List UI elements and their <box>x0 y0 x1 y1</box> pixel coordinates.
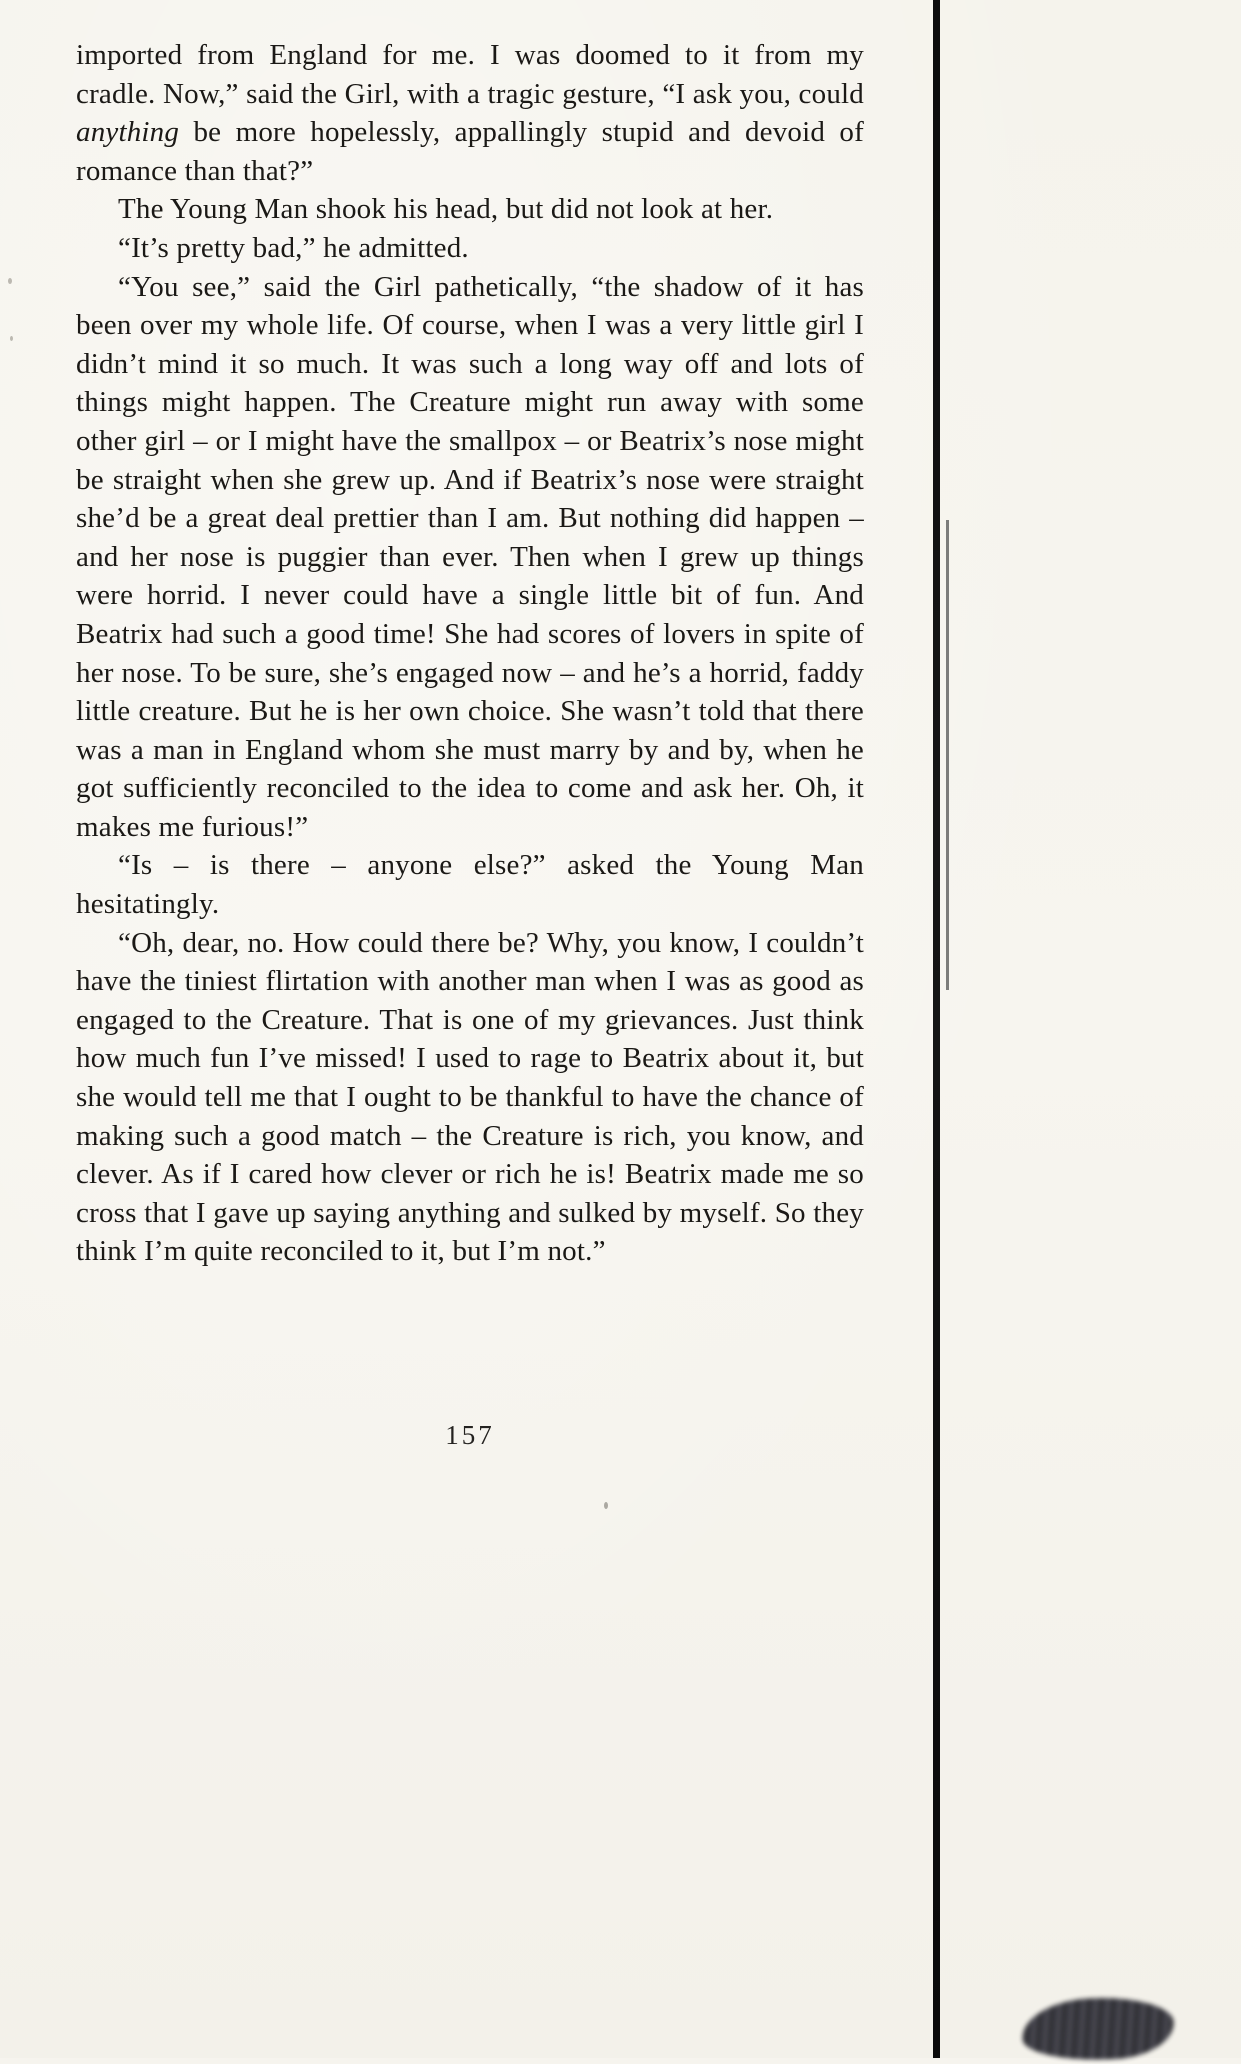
scan-speck <box>604 1502 608 1509</box>
paragraph: “Oh, dear, no. How could there be? Why, you know, I couldn’t have the tiniest flirtation with another man when I was as good as engaged to the Creature. That is one of my grievances. Just think how much fun I’ve missed! I used to rage to Beatrix about it, but she would tell me that I ought to be thankful to have the chance of making such a good match – the Creature is rich, you know, and clever. As if I cared how clever or rich he is! Beatrix made me so cross that I gave up saying anything and sulked by myself. So they think I’m quite reconciled to it, but I’m not.” <box>76 926 864 1268</box>
paragraph-run: be more hopelessly, appallingly stupid and devoid of romance than that?” <box>76 116 864 187</box>
paragraph <box>76 36 864 190</box>
paragraph: “You see,” said the Girl pathetically, “the shadow of it has been over my whole life. Of course, when I was a very little girl I didn’t mind it so much. It was such a long way off and lots of things might happen. The Creature might run away with some other girl – or I might have the smallpox – or Beatrix’s nose might be straight when she grew up. And if Beatrix’s nose were straight she’d be a great deal prettier than I am. But nothing did happen – and her nose is puggier than ever. Then when I grew up things were horrid. I never could have a single little bit of fun. And Beatrix had such a good time! She had scores of lovers in spite of her nose. To be sure, she’s engaged now – and he’s a horrid, faddy little creature. But he is her own choice. She wasn’t told that there was a man in England whom she must marry by and by, when he got sufficiently reconciled to the idea to come and ask her. Oh, it makes me furious!” <box>76 270 864 843</box>
italic-word: anything <box>76 116 180 149</box>
page-number: 157 <box>445 1420 495 1450</box>
scan-smudge <box>1020 1994 1175 2064</box>
scan-speck <box>8 278 12 284</box>
scan-edge-line-secondary <box>946 520 949 990</box>
paragraph: The Young Man shook his head, but did not look at her. <box>118 193 774 226</box>
paragraph-run: imported from England for me. I was doomed to it from my cradle. Now,” said the Girl, with a tragic gesture, “I ask you, could <box>76 39 864 110</box>
scan-edge-line <box>933 0 940 2058</box>
paragraph: “Is – is there – anyone else?” asked the Young Man hesitatingly. <box>76 849 864 921</box>
scan-speck <box>10 336 13 341</box>
paragraph: “It’s pretty bad,” he admitted. <box>118 231 469 264</box>
page-text <box>76 36 864 1271</box>
